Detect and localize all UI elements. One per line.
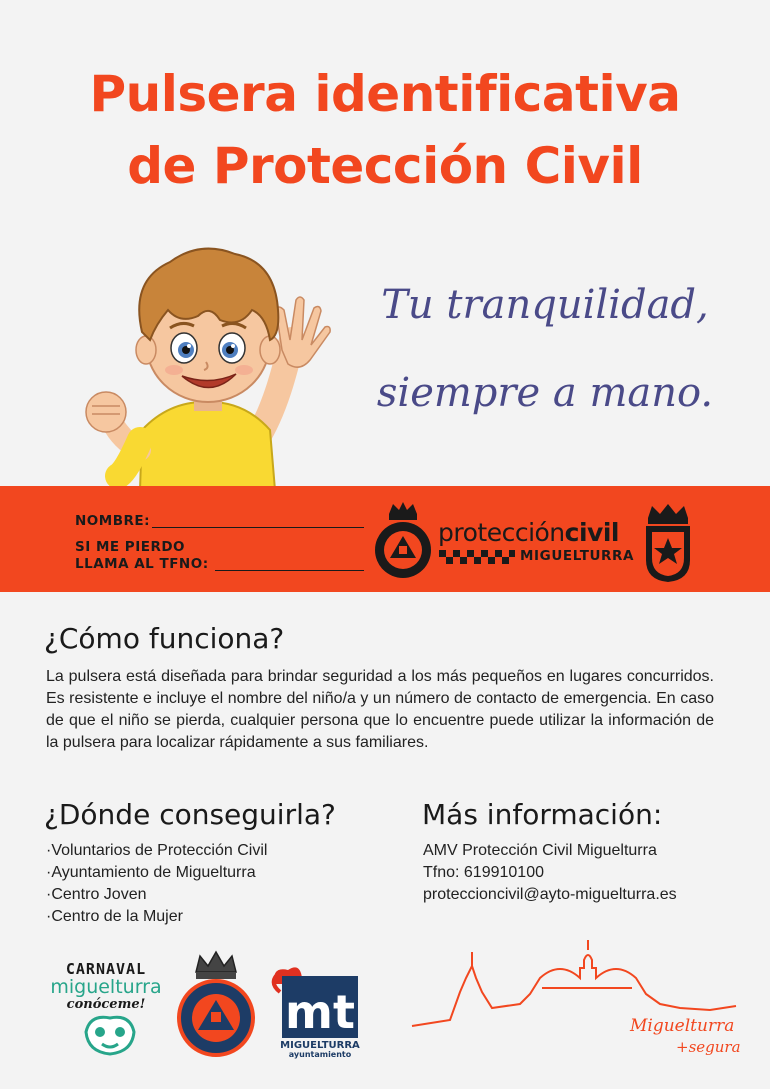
mt-logo-tagline: ayuntamiento [288, 1050, 352, 1059]
slogan-line-1: Tu tranquilidad, [381, 282, 709, 328]
mt-letters: mt [285, 985, 355, 1039]
name-label: NOMBRE: [75, 513, 151, 529]
how-it-works-heading: ¿Cómo funciona? [44, 622, 285, 655]
phone-label-2: LLAMA AL TFNO: [75, 556, 209, 572]
phone-line [215, 570, 364, 571]
slogan-line-2: siempre a mano. [376, 370, 714, 416]
brand-bold: civil [564, 518, 619, 547]
list-item: ·Centro Joven [46, 886, 147, 903]
brand-wordmark [438, 518, 619, 547]
more-info-heading: Más información: [422, 798, 663, 831]
name-line [152, 527, 364, 528]
phone-label-1: SI ME PIERDO [75, 539, 186, 555]
how-it-works-text: La pulsera está diseñada para brindar seguridad a los más pequeños en lugares concurridos. Es resistente e incluye el nombre del niño/a y un número de contacto de emergencia. En caso de que el niño se pierda, cualquier persona que lo encuentre puede utilizar la información de la pulsera para localizar rápidamente a sus familiares. [46, 668, 714, 751]
carnaval-mask-icon [82, 1012, 138, 1058]
title-line-2: de Protección Civil [127, 137, 643, 195]
segura-logo-line-1: Miguelturra [630, 1016, 735, 1036]
contact-phone: Tfno: 619910100 [423, 864, 544, 881]
carnaval-logo-title: CARNAVAL [65, 960, 147, 978]
where-to-get-heading: ¿Dónde conseguirla? [44, 798, 336, 831]
list-item: ·Centro de la Mujer [46, 908, 183, 925]
checkered-stripe [439, 550, 515, 564]
title-line-1: Pulsera identificativa [89, 65, 681, 123]
child-illustration [70, 240, 340, 490]
contact-org: AMV Protección Civil Miguelturra [423, 842, 657, 859]
carnaval-logo-tagline: conóceme! [66, 997, 146, 1012]
more-info-list [423, 840, 677, 906]
mt-logo-subtitle: MIGUELTURRA [280, 1040, 360, 1051]
where-to-get-list [46, 840, 267, 928]
contact-email[interactable]: proteccioncivil@ayto-miguelturra.es [423, 886, 677, 903]
brand-subtitle: MIGUELTURRA [520, 548, 635, 564]
list-item: ·Ayuntamiento de Miguelturra [46, 864, 256, 881]
carnaval-logo-subtitle: miguelturra [50, 976, 162, 998]
protection-civil-logo [176, 948, 256, 1058]
town-shield [640, 502, 696, 584]
page-title [0, 58, 770, 202]
list-item: ·Voluntarios de Protección Civil [46, 842, 268, 859]
protection-civil-badge [373, 500, 433, 580]
segura-logo-line-2: +segura [676, 1038, 741, 1056]
brand-regular: protección [438, 518, 565, 547]
ayuntamiento-mt-logo [270, 962, 362, 1042]
